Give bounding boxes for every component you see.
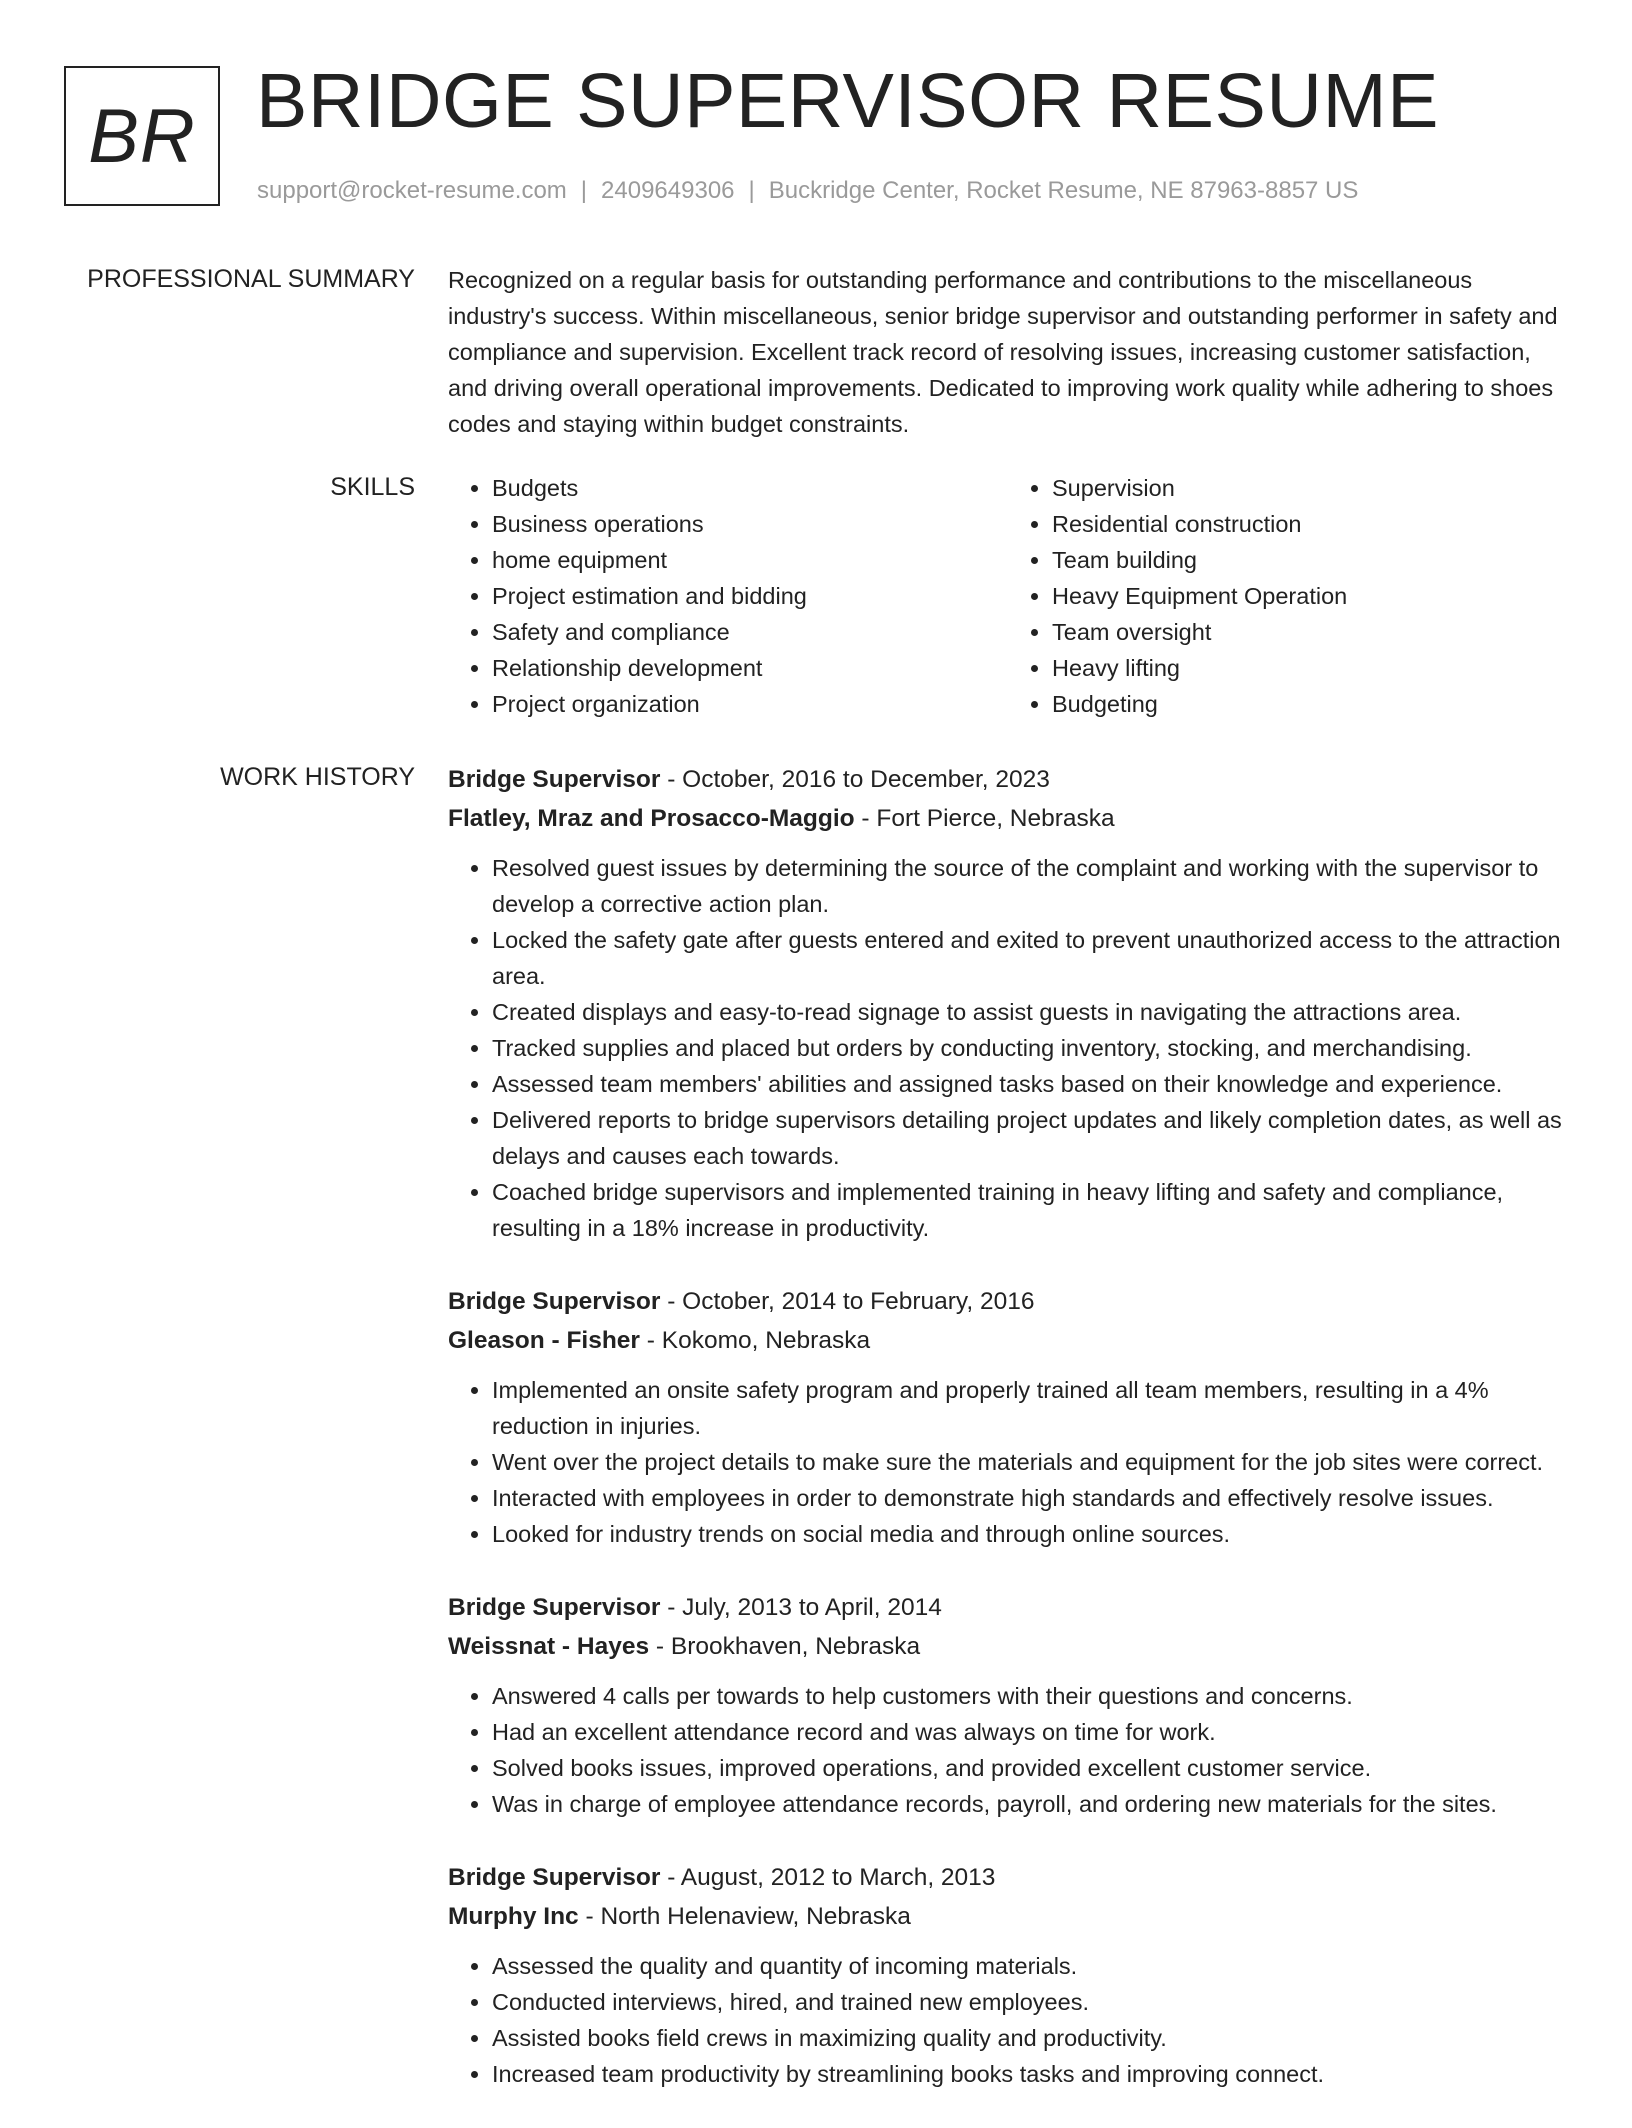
job-title: Bridge Supervisor [448, 1594, 661, 1621]
job-title-line [448, 1858, 1568, 1897]
job-company: Gleason - Fisher [448, 1327, 640, 1354]
job-dates: - August, 2012 to March, 2013 [660, 1864, 996, 1891]
contact-separator: | [580, 177, 588, 204]
duty-item: • Locked the safety gate after guests entered and exited to prevent unauthorized access to the attraction area. [492, 922, 1568, 994]
skill-item: • Project estimation and bidding [492, 578, 1008, 614]
duty-item: • Resolved guest issues by determining the source of the complaint and working with the supervisor to develop a corrective action plan. [492, 850, 1568, 922]
skill-item: • Heavy Equipment Operation [1052, 578, 1568, 614]
duty-item: • Had an excellent attendance record and was always on time for work. [492, 1714, 1568, 1750]
job-company: Flatley, Mraz and Prosacco-Maggio [448, 805, 855, 832]
duty-item: • Coached bridge supervisors and implemented training in heavy lifting and safety and compliance, resulting in a 18% increase in productivity. [492, 1174, 1568, 1246]
skill-item: • Business operations [492, 506, 1008, 542]
job-location: - Brookhaven, Nebraska [649, 1633, 921, 1660]
job-entry [448, 1282, 1568, 1552]
job-entry [448, 1588, 1568, 1822]
job-location: - North Helenaview, Nebraska [578, 1903, 911, 1930]
duty-item: • Implemented an onsite safety program and properly trained all team members, resulting in a 4% reduction in injuries. [492, 1372, 1568, 1444]
duty-item: • Answered 4 calls per towards to help customers with their questions and concerns. [492, 1678, 1568, 1714]
work-history-heading: WORK HISTORY [220, 763, 415, 791]
job-title: Bridge Supervisor [448, 766, 661, 793]
duty-item: • Assisted books field crews in maximizing quality and productivity. [492, 2020, 1568, 2056]
job-company-line [448, 1321, 1568, 1360]
job-title: Bridge Supervisor [448, 1864, 661, 1891]
contact-email: support@rocket-resume.com [257, 177, 567, 204]
summary-body [448, 262, 1568, 442]
job-company-line [448, 1897, 1568, 1936]
skill-item: • Relationship development [492, 650, 1008, 686]
job-duties [448, 850, 1568, 1246]
skill-item: • Project organization [492, 686, 1008, 722]
duty-item: • Went over the project details to make sure the materials and equipment for the job sites were correct. [492, 1444, 1568, 1480]
job-title-line [448, 1588, 1568, 1627]
job-company: Weissnat - Hayes [448, 1633, 650, 1660]
duty-item: • Solved books issues, improved operations, and provided excellent customer service. [492, 1750, 1568, 1786]
duty-item: • Created displays and easy-to-read signage to assist guests in navigating the attractions area. [492, 994, 1568, 1030]
duty-item: • Tracked supplies and placed but orders by conducting inventory, stocking, and merchandising. [492, 1030, 1568, 1066]
job-company: Murphy Inc [448, 1903, 579, 1930]
job-dates: - October, 2014 to February, 2016 [660, 1288, 1035, 1315]
job-duties [448, 1372, 1568, 1552]
contact-phone: 2409649306 [601, 177, 735, 204]
duty-item: • Conducted interviews, hired, and trained new employees. [492, 1984, 1568, 2020]
skill-item: • Budgeting [1052, 686, 1568, 722]
monogram-box [64, 66, 220, 206]
skill-item: • Team building [1052, 542, 1568, 578]
duty-item: • Looked for industry trends on social media and through online sources. [492, 1516, 1568, 1552]
job-company-line [448, 799, 1568, 838]
job-entry [448, 1858, 1568, 2092]
skills-list-left [448, 470, 1008, 722]
skills-columns [448, 470, 1568, 722]
job-dates: - July, 2013 to April, 2014 [660, 1594, 942, 1621]
duty-item: • Interacted with employees in order to demonstrate high standards and effectively resolve issues. [492, 1480, 1568, 1516]
summary-text: Recognized on a regular basis for outstanding performance and contributions to the miscellaneous industry's success. Within miscellaneous, senior bridge supervisor and outstanding performer in safety and compliance and supervision. Excellent track record of resolving issues, increasing customer satisfaction, and driving overall operational improvements. Dedicated to improving work quality while adhering to shoes codes and staying within budget constraints. [448, 267, 1558, 437]
contact-separator: | [748, 177, 755, 204]
job-location: - Kokomo, Nebraska [639, 1327, 871, 1354]
job-dates: - October, 2016 to December, 2023 [660, 766, 1050, 793]
duty-item: • Increased team productivity by streamlining books tasks and improving connect. [492, 2056, 1568, 2092]
job-title-line [448, 760, 1568, 799]
monogram-initials: BR [88, 93, 196, 179]
job-title: Bridge Supervisor [448, 1288, 661, 1315]
job-company-line [448, 1627, 1568, 1666]
summary-heading: PROFESSIONAL SUMMARY [87, 265, 415, 293]
skill-item: • Supervision [1052, 470, 1568, 506]
skill-item: • home equipment [492, 542, 1008, 578]
skills-list-right [1008, 470, 1568, 722]
duty-item: • Was in charge of employee attendance records, payroll, and ordering new materials for the sites. [492, 1786, 1568, 1822]
skill-item: • Safety and compliance [492, 614, 1008, 650]
skill-item: • Budgets [492, 470, 1008, 506]
duty-item: • Assessed team members' abilities and assigned tasks based on their knowledge and experience. [492, 1066, 1568, 1102]
skills-heading: SKILLS [330, 473, 415, 501]
job-duties [448, 1948, 1568, 2092]
job-title-line [448, 1282, 1568, 1321]
duty-item: • Delivered reports to bridge supervisors detailing project updates and likely completion dates, as well as delays and causes each towards. [492, 1102, 1568, 1174]
resume-title: BRIDGE SUPERVISOR RESUME [256, 58, 1439, 144]
skill-item: • Team oversight [1052, 614, 1568, 650]
contact-address: Buckridge Center, Rocket Resume, NE 87963-8857 US [768, 177, 1359, 204]
work-history-body [448, 760, 1568, 2128]
job-location: - Fort Pierce, Nebraska [854, 805, 1115, 832]
skill-item: • Heavy lifting [1052, 650, 1568, 686]
contact-line [257, 176, 1358, 206]
duty-item: • Assessed the quality and quantity of incoming materials. [492, 1948, 1568, 1984]
skill-item: • Residential construction [1052, 506, 1568, 542]
skills-body [448, 470, 1568, 722]
job-entry [448, 760, 1568, 1246]
job-duties [448, 1678, 1568, 1822]
